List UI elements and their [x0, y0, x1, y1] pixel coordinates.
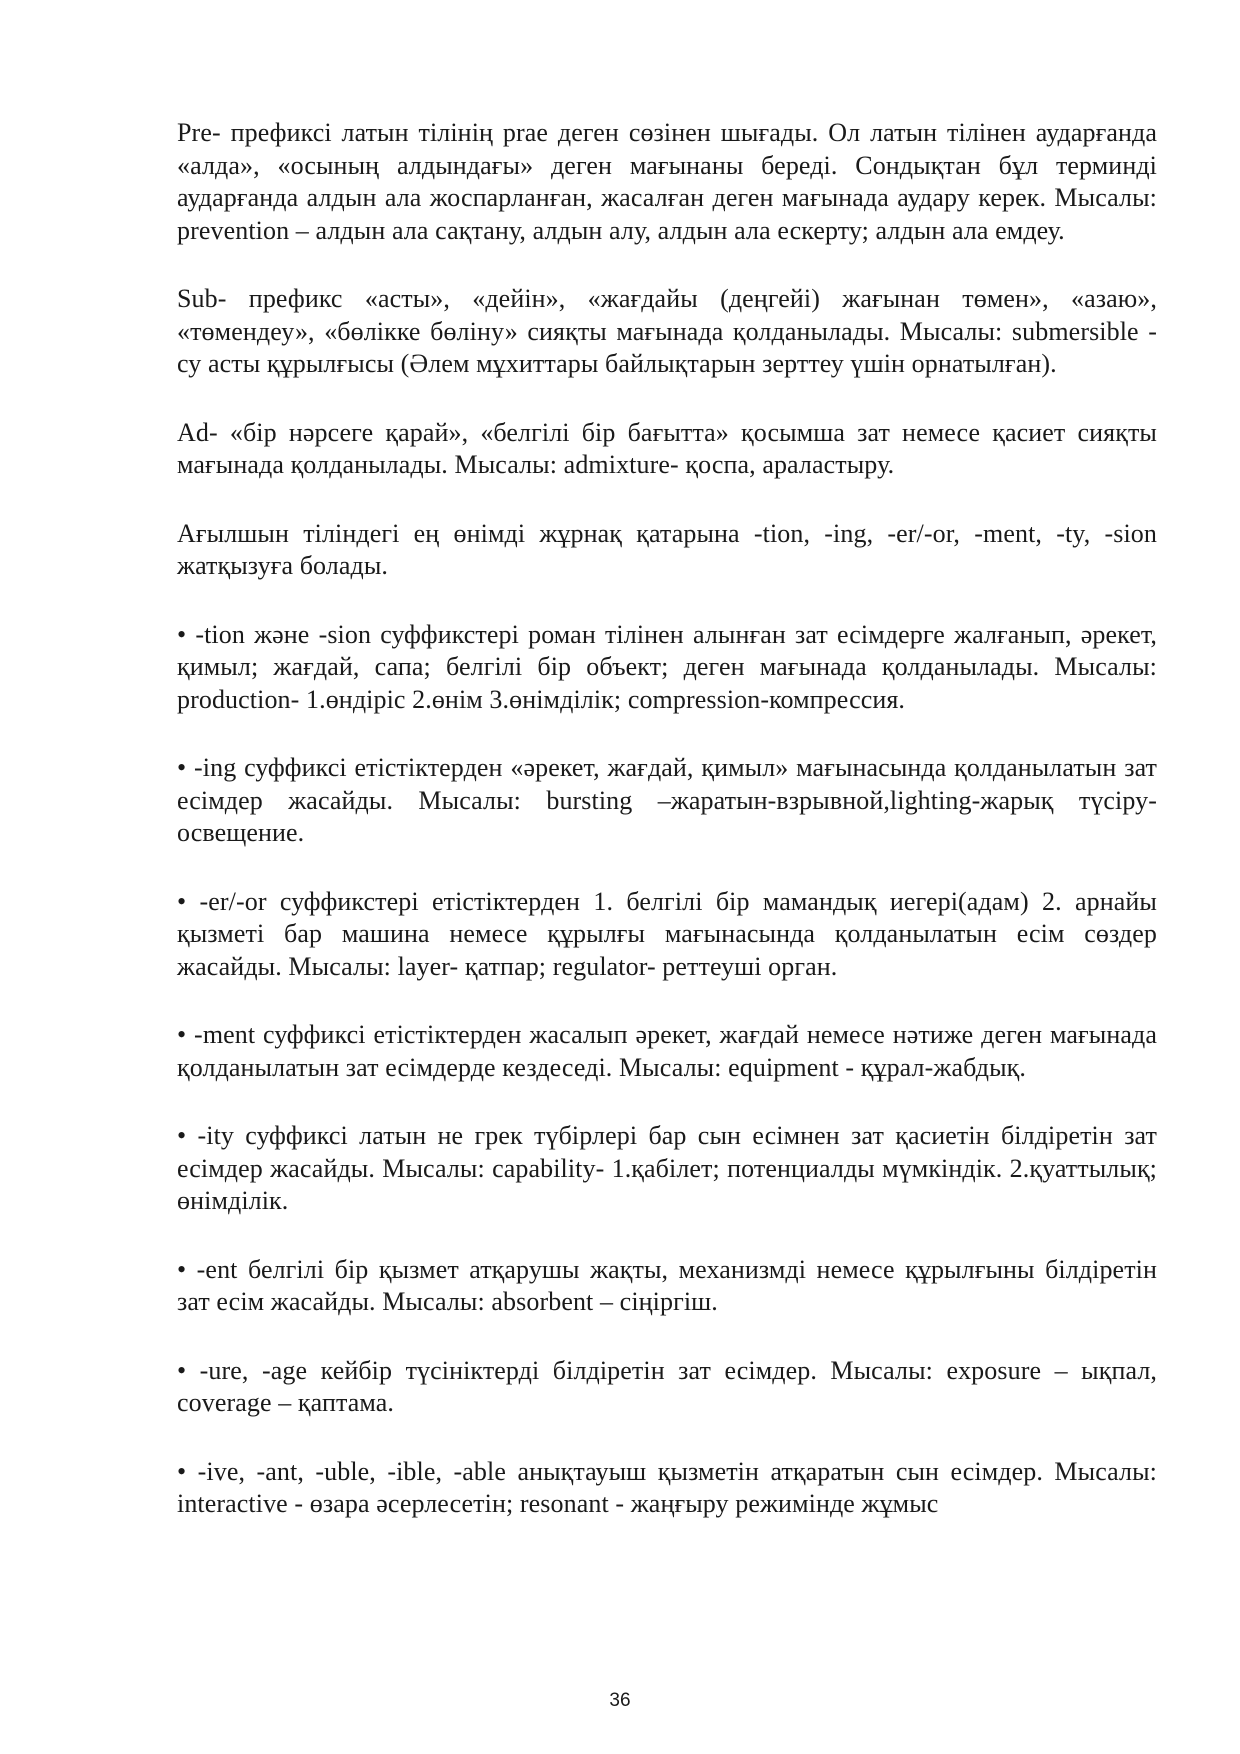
- paragraph-er-or: • -er/-or суффикстері етістіктерден 1. белгілі бір мамандық иегері(адам) 2. арнайы қызметі бар машина немесе құрылғы мағынасында қолданылатын есім сөздер жасайды. Мысалы: layer- қатпар; regulator- реттеуші орган.: [177, 886, 1157, 981]
- paragraph-ive-ant: • -ive, -ant, -uble, -ible, -able анықтауыш қызметін атқаратын сын есімдер. Мысалы: interactive - өзара әсерлесетін; resonant - жаңғыру режимінде жұмыс: [177, 1456, 1157, 1518]
- paragraph-ing: • -ing суффиксі етістіктерден «әрекет, жағдай, қимыл» мағынасында қолданылатын зат есімдер жасайды. Мысалы: bursting –жаратын-взрывной,lighting-жарық түсіру-освещение.: [177, 753, 1157, 847]
- paragraph-ent: • -ent белгілі бір қызмет атқарушы жақты, механизмді немесе құрылғыны білдіретін зат есім жасайды. Мысалы: absorbent – сіңіргіш.: [177, 1254, 1157, 1316]
- paragraph-ad-prefix: Ad- «бір нәрсеге қарай», «белгілі бір бағытта» қосымша зат немесе қасиет сияқты мағынада қолданылады. Мысалы: admixture- қоспа, араластыру.: [177, 417, 1157, 479]
- paragraph-ure-age: • -ure, -age кейбір түсініктерді білдіретін зат есімдер. Мысалы: exposure – ықпал, coverage – қаптама.: [177, 1355, 1158, 1417]
- paragraph-sub-prefix: Sub- префикс «асты», «дейін», «жағдайы (деңгейі) жағынан төмен», «азаю», «төмендеу», «бөлікке бөліну» сияқты мағынада қолданылады. Мысалы: submersible - су асты құрылғысы (Әлем мұхиттары байлықтарын зерттеу үшін орнатылған).: [177, 284, 1157, 378]
- paragraph-tion-sion: • -tion және -sion суффикстері роман тілінен алынған зат есімдерге жалғанып, әрекет, қимыл; жағдай, сапа; белгілі бір объект; деген мағынада қолданылады. Мысалы: production- 1.өндіріс 2.өнім 3.өнімділік; compression-компрессия.: [177, 619, 1157, 714]
- page-number: 36: [609, 1690, 631, 1711]
- paragraph-suffix-intro: Ағылшын тіліндегі ең өнімді жұрнақ қатарына -tion, -ing, -er/-or, -ment, -ty, -sion жатқызуға болады.: [177, 518, 1157, 580]
- paragraph-pre-prefix: Pre- префиксі латын тілінің prae деген сөзінен шығады. Ол латын тілінен аударғанда «алда», «осының алдындағы» деген мағынаны береді. Сондықтан бұл терминді аударғанда алдын ала жоспарланған, жасалған деген мағынада аудару керек. Мысалы: prevention – алдын ала сақтану, алдын алу, алдын ала ескерту; алдын ала емдеу.: [177, 118, 1157, 245]
- paragraph-ment: • -ment суффиксі етістіктерден жасалып әрекет, жағдай немесе нәтиже деген мағынада қолданылатын зат есімдерде кездеседі. Мысалы: equipment - құрал-жабдық.: [177, 1020, 1157, 1082]
- paragraph-ity: • -ity суффиксі латын не грек түбірлері бар сын есімнен зат қасиетін білдіретін зат есімдер жасайды. Мысалы: capability- 1.қабілет; потенциалды мүмкіндік. 2.қуаттылық; өнімділік.: [177, 1121, 1157, 1215]
- page-body: [177, 117, 1157, 1557]
